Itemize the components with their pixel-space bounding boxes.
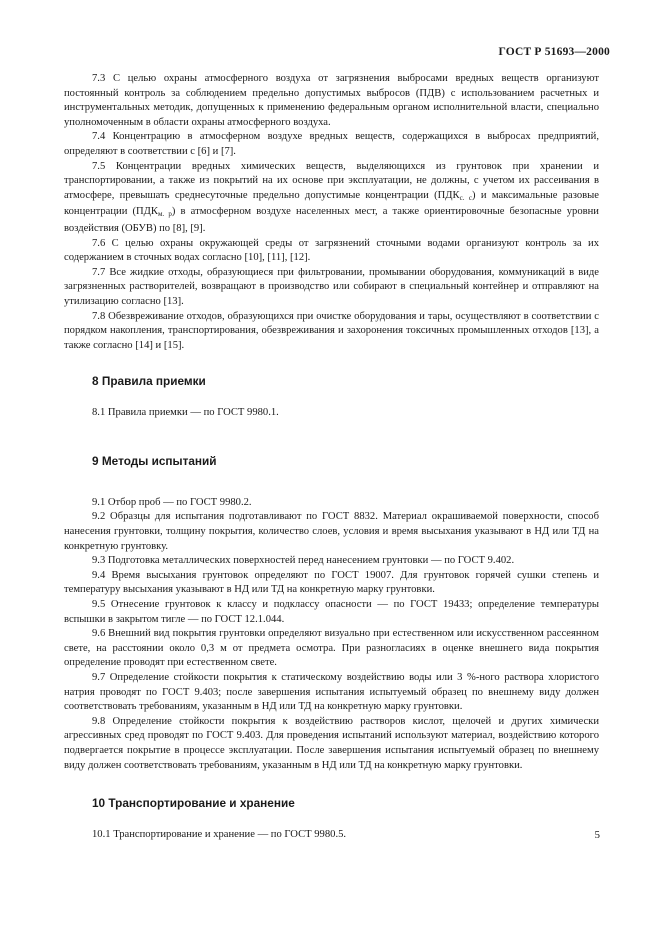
paragraph-7-3: 7.3 С целью охраны атмосферного воздуха от загрязнения выбросами вредных веществ организуют постоянный контроль за соблюдением предельно допустимых выбросов (ПДВ) с использованием расчетных и инструментальных методик, допущенных к применению федеральным органом исполнительной власти, специально уполномоченным в области охраны атмосферного воздуха. xyxy=(64,73,599,128)
paragraph-7-5-part-c: ) в атмосферном воздухе населенных мест, а также ориентировочные безопасные уровни воздействия (ОБУВ) по [8], [9]. xyxy=(64,206,599,234)
paragraph-8-1: 8.1 Правила приемки — по ГОСТ 9980.1. xyxy=(92,407,279,419)
paragraph-9-6: 9.6 Внешний вид покрытия грунтовки определяют визуально при естественном или искусственном рассеянном свете, на расстоянии около 0,3 м от предмета осмотра. При разногласиях в оценке внешнего вида покрытия определение проводят при естественном свете. xyxy=(64,628,599,669)
paragraph-10-1: 10.1 Транспортирование и хранение — по ГОСТ 9980.5. xyxy=(92,829,347,841)
paragraph-9-4: 9.4 Время высыхания грунтовок определяют по ГОСТ 19007. Для грунтовок горячей сушки степень и температуру высыхания указывают в НД или ТД на конкретную марку грунтовки. xyxy=(64,569,599,596)
paragraph-7-5-part-b: ) и максимальные разовые концентрации (ПДК xyxy=(64,189,600,218)
page-number: 5 xyxy=(594,829,600,841)
paragraph-9-7: 9.7 Определение стойкости покрытия к статическому воздействию воды или 3 %-ного раствора хлористого натрия проводят по ГОСТ 9.403; после завершения испытания испытуемый образец по внешнему виду должен соответствовать требованиям, указанным в НД или ТД на конкретную марку грунтовки. xyxy=(64,672,599,713)
paragraph-7-5 xyxy=(64,160,599,237)
paragraph-7-8: 7.8 Обезвреживание отходов, образующихся при очистке оборудования и тары, осуществляют в соответствии с порядком накопления, транспортирования, обезвреживания и захоронения токсичных промышленных отходов [13], а также согласно [14] и [15]. xyxy=(64,310,599,351)
page-body xyxy=(64,72,599,843)
paragraph-7-7: 7.7 Все жидкие отходы, образующиеся при фильтровании, промывании оборудования, коммуникаций в виде загрязненных растворителей, возвращают в производство или собирают в специальный контейнер и отправляют на утилизацию согласно [13]. xyxy=(64,266,599,307)
subscript-mr: м. р xyxy=(157,210,172,219)
section-9-heading: 9 Методы испытаний xyxy=(92,453,217,468)
section-8-heading: 8 Правила приемки xyxy=(92,374,206,389)
section-10-heading: 10 Транспортирование и хранение xyxy=(92,796,295,811)
paragraph-7-6: 7.6 С целью охраны окружающей среды от загрязнений сточными водами организуют контроль за их содержанием в сточных водах согласно [10], [11], [12]. xyxy=(64,237,599,264)
paragraph-9-3: 9.3 Подготовка металлических поверхностей перед нанесением грунтовки — по ГОСТ 9.402. xyxy=(92,555,515,567)
paragraph-7-5-part-a: 7.5 Концентрации вредных химических веществ, выделяющихся из грунтовок при хранении и транспортировании, а также из покрытий на их основе при эксплуатации, не должны, с учетом их рассеивания в атмосфере, превышать среднесуточные предельно допустимые концентрации (ПДК xyxy=(64,160,599,201)
paragraph-9-2: 9.2 Образцы для испытания подготавливают по ГОСТ 8832. Материал окрашиваемой поверхности, способ нанесения грунтовки, толщину покрытия, количество слоев, условия и время высыхания указывают в НД или ТД на конкретную грунтовку. xyxy=(64,511,599,552)
paragraph-7-4: 7.4 Концентрацию в атмосферном воздухе вредных веществ, содержащихся в выбросах предприятий, определяют в соответствии с [6] и [7]. xyxy=(64,131,599,157)
paragraph-9-1: 9.1 Отбор проб — по ГОСТ 9980.2. xyxy=(92,496,252,508)
paragraph-9-8: 9.8 Определение стойкости покрытия к воздействию растворов кислот, щелочей и других химически агрессивных сред проводят по ГОСТ 9.403. Для проведения испытаний используют материал, воздействию которого подвергается покрытие в процессе эксплуатации. После завершения испытания испытуемый образец по внешнему виду должен соответствовать требованиям, указанным в НД или ТД на конкретную марку грунтовки. xyxy=(64,715,599,771)
paragraph-9-5: 9.5 Отнесение грунтовок к классу и подклассу опасности — по ГОСТ 19433; определение температуры вспышки в закрытом тигле — по ГОСТ 12.1.044. xyxy=(64,599,599,625)
document-designation: ГОСТ Р 51693—2000 xyxy=(498,46,610,58)
subscript-ss: с. с xyxy=(459,193,472,202)
